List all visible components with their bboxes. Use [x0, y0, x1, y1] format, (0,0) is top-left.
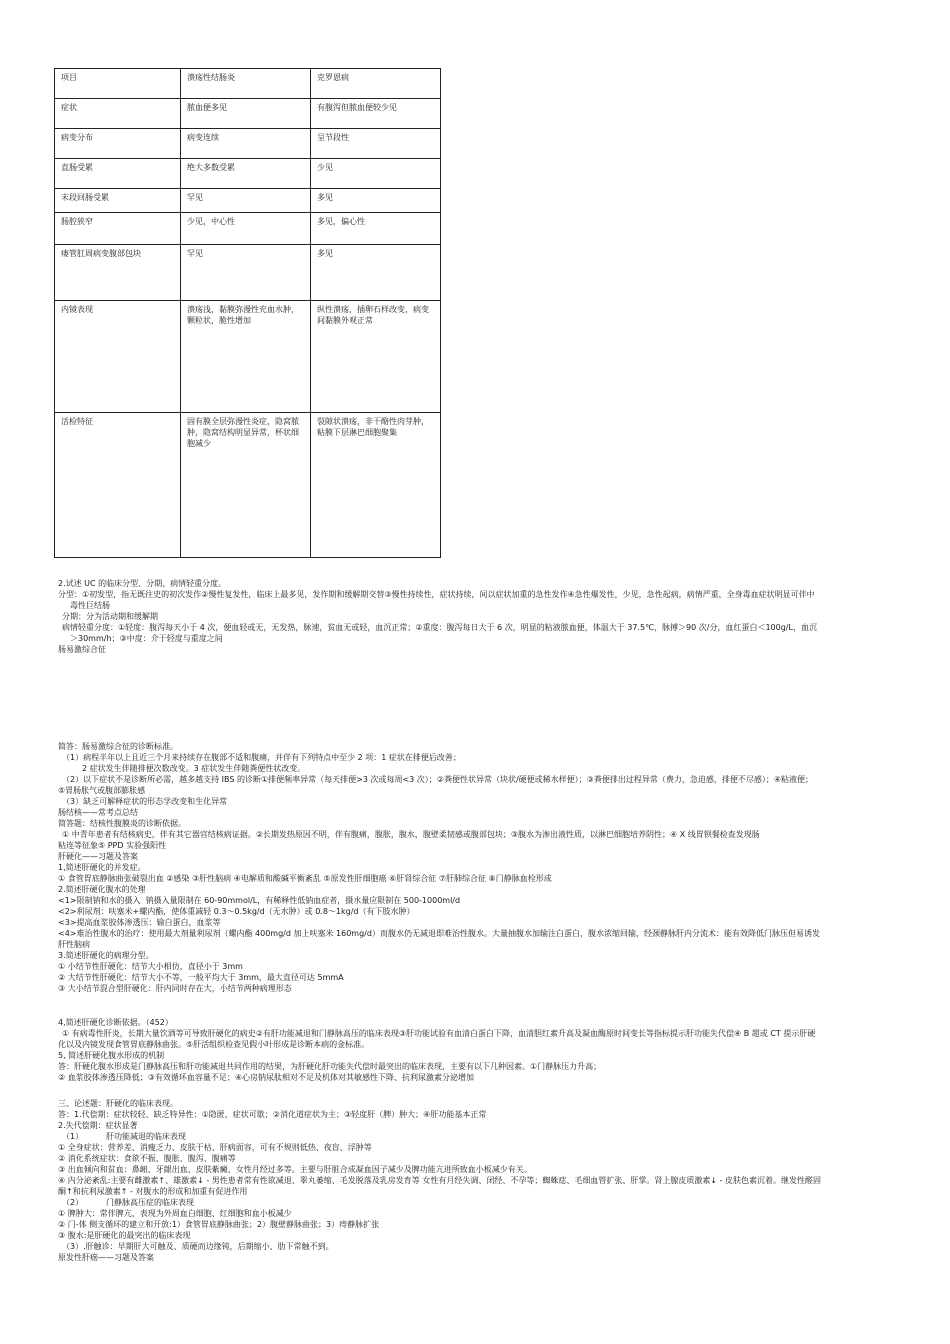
text-line: 肠易激综合征 — [58, 645, 106, 654]
table-header-cell: 项目 — [55, 69, 181, 99]
table-cell: 裂隙状溃疡，非干酪性肉芽肿，粘膜下层淋巴细胞聚集 — [311, 413, 441, 558]
text-line: （1）病程半年以上且近三个月来持续存在腹部不适和腹痛，并伴有下列特点中至少 2 项：1 症状在排便后改善； — [62, 753, 461, 762]
text-line: 化以及内镜发现食管胃底静脉曲张。⑤肝活组织检查见假小叶形成是诊断本病的金标准。 — [58, 1040, 370, 1049]
table-cell: 多见 — [311, 189, 441, 213]
text-line: 分期：分为活动期和缓解期 — [62, 612, 158, 621]
text-line: 2.失代偿期：症状显著 — [58, 1121, 138, 1130]
text-line: ① 有病毒性肝炎，长期大量饮酒等可导致肝硬化的病史②有肝功能减退和门静脉高压的临床表现③肝功能试验有血清白蛋白下降，血清胆红素升高及凝血酶原时间变长等指标提示肝功能失代偿④ B 超或 CT 提示肝硬 — [62, 1029, 816, 1038]
uc-crohn-comparison-table — [54, 68, 441, 558]
text-line: <1>限制钠和水的摄入 钠摄入量限制在 60-90mmol/L，有稀释性低钠血症者，摄水量应限制在 500-1000ml/d — [58, 896, 461, 905]
table-cell: 多见，偏心性 — [311, 213, 441, 245]
text-line: 毒性巨结肠 — [70, 601, 110, 610]
text-line: 原发性肝癌——习题及答案 — [58, 1253, 154, 1262]
table-cell: 症状 — [55, 99, 181, 129]
cirrhosis-diagnosis-section — [58, 1017, 894, 1083]
table-cell: 罕见 — [181, 245, 311, 301]
table-cell: 绝大多数受累 — [181, 159, 311, 189]
text-line: ＞30mm/h；③中度：介于轻度与重度之间 — [70, 634, 223, 643]
text-line: 2 症状发生伴随排便次数改变。3 症状发生伴随粪便性状改变。 — [82, 764, 306, 773]
ibs-and-cirrhosis-section — [58, 741, 894, 994]
table-row — [55, 301, 441, 413]
text-line: ⑤胃肠胀气或腹部膨胀感 — [58, 786, 146, 795]
text-line: <4>难治性腹水的治疗：使用最大剂量利尿剂（螺内酯 400mg/d 加上呋塞米 160mg/d）而腹水仍无减退即难治性腹水。大量抽腹水加输注白蛋白，腹水浓缩回输，经颈静脉肝内分流术：能有效降低门脉压但易诱发 — [58, 929, 820, 938]
text-line: 答：1.代偿期：症状较轻、缺乏特异性：①隐匿，症状可歇；②消化道症状为主；③轻度肝（脾）肿大；④肝功能基本正常 — [58, 1110, 487, 1119]
table-row — [55, 213, 441, 245]
table-row — [55, 413, 441, 558]
text-line: （2） 门静脉高压症的临床表现 — [62, 1198, 194, 1207]
table-cell: 少见，中心性 — [181, 213, 311, 245]
table-cell: 末段回肠受累 — [55, 189, 181, 213]
text-line: 肝性脑病 — [58, 940, 90, 949]
table-cell: 活检特征 — [55, 413, 181, 558]
text-line: 三、论述题：肝硬化的临床表现。 — [58, 1099, 178, 1108]
text-line: <3>提高血浆胶体渗透压：输白蛋白，血浆等 — [58, 918, 221, 927]
table-row — [55, 99, 441, 129]
text-line: ① 食管胃底静脉曲张破裂出血 ②感染 ③肝性脑病 ④电解质和酸碱平衡紊乱 ⑤原发性肝细胞癌 ⑥肝肾综合征 ⑦肝肺综合征 ⑧门静脉血栓形成 — [58, 874, 552, 883]
table-row — [55, 245, 441, 301]
text-line: 肝硬化——习题及答案 — [58, 852, 138, 861]
text-line: ③ 大小结节混合型肝硬化：肝内同时存在大，小结节两种病理形态 — [58, 984, 292, 993]
text-line: 4,简述肝硬化诊断依据。（452） — [58, 1018, 173, 1027]
text-line: （3）缺乏可解释症状的形态学改变和生化异常 — [62, 797, 228, 806]
text-line: 粘连等征象⑤ PPD 实验强阳性 — [58, 841, 167, 850]
cirrhosis-clinical-section — [58, 1098, 894, 1263]
table-row — [55, 129, 441, 159]
table-cell: 罕见 — [181, 189, 311, 213]
table-cell: 直肠受累 — [55, 159, 181, 189]
text-line: 2.简述肝硬化腹水的处理 — [58, 885, 146, 894]
table-cell: 肠腔狭窄 — [55, 213, 181, 245]
text-line: ③ 腹水:是肝硬化的最突出的临床表现 — [58, 1231, 191, 1240]
text-line: ① 小结节性肝硬化：结节大小相仿，直径小于 3mm — [58, 962, 243, 971]
table-cell: 固有膜全层弥漫性炎症，隐窝脓肿，隐窝结构明显异常，杯状细胞减少 — [181, 413, 311, 558]
text-line: 肠结核——常考点总结 — [58, 808, 138, 817]
text-line: ② 消化系统症状：食欲不振、腹胀、腹泻、腹痛等 — [58, 1154, 236, 1163]
text-line: （2）以下症状不是诊断所必需，越多越支持 IBS 的诊断①排便频率异常（每天排便>3 次或每周<3 次）；②粪便性状异常（块状/硬便或稀水样便）；③粪便排出过程异常（费力，急迫感，排便不尽感）；④粘液便； — [62, 775, 814, 784]
text-line: ① 脾肿大：常伴脾亢，表现为外周血白细胞、红细胞和血小板减少 — [58, 1209, 292, 1218]
table-header-row — [55, 69, 441, 99]
text-line: 简答：肠易激综合征的诊断标准。 — [58, 742, 178, 751]
text-line: 简答题：结核性腹膜炎的诊断依据。 — [58, 819, 186, 828]
table-cell: 脓血便多见 — [181, 99, 311, 129]
table-cell: 多见 — [311, 245, 441, 301]
table-cell: 有腹泻但脓血便较少见 — [311, 99, 441, 129]
text-line: 分型：①初发型，指无既往史的初次发作②慢性复发性，临床上最多见，发作期和缓解期交替③慢性持续性，症状持续，间以症状加重的急性发作④急性爆发性，少见，急性起病，病情严重，全身毒血症状明显可伴中 — [58, 590, 815, 599]
text-line: ② 门-体 侧支循环的建立和开放:1）食管胃底静脉曲张；2）腹壁静脉曲张；3）痔静脉扩张 — [58, 1220, 380, 1229]
text-line: 答：肝硬化腹水形成是门静脉高压和肝功能减退共同作用的结果，为肝硬化肝功能失代偿时最突出的临床表现，主要有以下几种因素。①门静脉压力升高； — [58, 1062, 602, 1071]
text-line: <2>利尿剂：呋塞米+螺内酯，使体重减轻 0.3～0.5kg/d（无水肿）或 0.8～1kg/d（有下肢水肿） — [58, 907, 415, 916]
text-line: 5, 简述肝硬化腹水形成的机制 — [58, 1051, 165, 1060]
text-line: ② 血浆胶体渗透压降低；③有效循环血容量不足；④心房钠尿肽相对不足及机体对其敏感性下降、抗利尿激素分泌增加 — [58, 1073, 475, 1082]
text-line: ④ 内分泌紊乱:主要有雌激素↑、雄激素↓ - 男性患者常有性欲减退、睾丸萎缩、毛发脱落及乳房发育等 女性有月经失调、闭经、不孕等；蜘蛛痣、毛细血管扩张、肝掌。肾上腺皮质激素↓ - 皮肤色素沉着。继发性醛固 — [58, 1176, 821, 1185]
text-line: ③ 出血倾向和贫血：鼻衄、牙龈出血、皮肤紫癜、女性月经过多等。主要与肝脏合成凝血因子减少及脾功能亢进所致血小板减少有关。 — [58, 1165, 532, 1174]
table-cell: 呈节段性 — [311, 129, 441, 159]
text-line: ① 全身症状：营养差、消瘦乏力、皮肤干枯、肝病面容，可有不规则低热、夜盲、浮肿等 — [58, 1143, 372, 1152]
text-line: ② 大结节性肝硬化：结节大小不等，一般平均大于 3mm，最大直径可达 5mmA — [58, 973, 344, 982]
text-line: 3.简述肝硬化的病理分型。 — [58, 951, 154, 960]
text-line: （1） 肝功能减退的临床表现 — [62, 1132, 186, 1141]
table-cell: 病变连续 — [181, 129, 311, 159]
text-line: 酮↑和抗利尿激素↑ - 对腹水的形成和加重有促进作用 — [58, 1187, 248, 1196]
table-row — [55, 189, 441, 213]
table-cell: 少见 — [311, 159, 441, 189]
table-cell: 内镜表现 — [55, 301, 181, 413]
uc-classification-section — [58, 578, 894, 655]
text-line: ① 中青年患者有结核病史，伴有其它器官结核病证据。②长期发热原因不明，伴有腹痛，腹胀，腹水，腹壁柔韧感或腹部包块；③腹水为渗出液性质，以淋巴细胞培养阴性；④ X 线胃钡餐检查发现肠 — [62, 830, 760, 839]
table-header-cell: 克罗恩病 — [311, 69, 441, 99]
table-cell: 溃疡浅，黏膜弥漫性充血水肿，颗粒状，脆性增加 — [181, 301, 311, 413]
table-header-cell: 溃疡性结肠炎 — [181, 69, 311, 99]
text-line: 1,简述肝硬化的并发症。 — [58, 863, 146, 872]
text-line: 病情轻重分度：①轻度：腹泻每天小于 4 次，便血轻或无，无发热，脉速，贫血无或轻，血沉正常；②重度：腹泻每日大于 6 次，明显的粘液脓血便，体温大于 37.5℃，脉搏＞90 次/分，血红蛋白＜100g/L，血沉 — [62, 623, 817, 632]
text-line: （3）.肝触诊：早期肝大可触及、质硬而边缘钝，后期缩小、肋下常触不到。 — [62, 1242, 334, 1251]
table-cell: 瘘管肛周病变腹部包块 — [55, 245, 181, 301]
table-cell: 病变分布 — [55, 129, 181, 159]
table-cell: 纵性溃疡，插卵石样改变，病变间黏膜外观正常 — [311, 301, 441, 413]
text-line: 2.试述 UC 的临床分型、分期、病情轻重分度。 — [58, 579, 227, 588]
table-row — [55, 159, 441, 189]
